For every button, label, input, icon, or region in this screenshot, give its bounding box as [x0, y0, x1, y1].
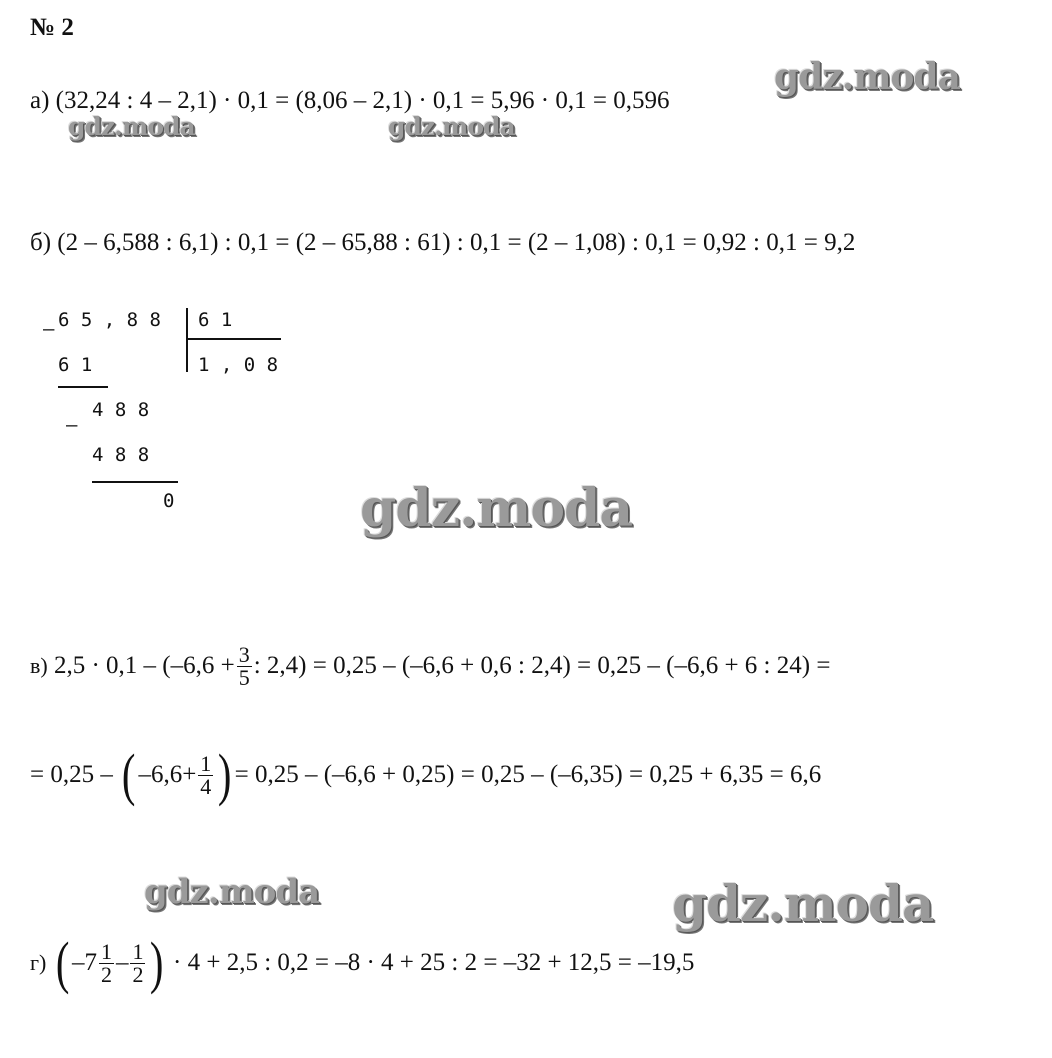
- left-paren: (: [55, 930, 70, 995]
- watermark-logo: gdz.moda: [774, 56, 960, 98]
- division-divisor: 6 1: [198, 309, 233, 331]
- part-v-line2-post: = 0,25 – (–6,6 + 0,25) = 0,25 – (–6,35) = 0,25 + 6,35 = 6,6: [234, 761, 822, 788]
- part-v-line1-post: : 2,4) = 0,25 – (–6,6 + 0,6 : 2,4) = 0,25 – (–6,6 + 6 : 24) =: [253, 652, 831, 679]
- part-v-line2-pre: = 0,25 –: [30, 761, 113, 788]
- part-a-expression: (32,24 : 4 – 2,1) · 0,1 = (8,06 – 2,1) · 0,1 = 5,96 · 0,1 = 0,596: [55, 87, 670, 114]
- division-line-2: [92, 481, 178, 483]
- division-remainder-1: 4 8 8: [92, 399, 150, 421]
- part-g-equation: [30, 930, 694, 996]
- fraction-three-fifths: $\frac{3}{5}$: [238, 641, 250, 690]
- division-result: 0: [163, 490, 175, 512]
- part-b-expression: (2 – 6,588 : 6,1) : 0,1 = (2 – 65,88 : 61) : 0,1 = (2 – 1,08) : 0,1 = 0,92 : 0,1 = 9,2: [57, 229, 856, 256]
- division-subtrahend-1: 6 1: [58, 354, 93, 376]
- fraction-one-quarter: $\frac{1}{4}$: [200, 750, 212, 799]
- division-subtrahend-2: 4 8 8: [92, 444, 150, 466]
- right-paren: ): [218, 742, 232, 807]
- fraction-one-half-a: $\frac{1}{2}$: [100, 938, 112, 987]
- part-a-label: а): [30, 87, 50, 114]
- watermark-logo: gdz.moda: [360, 478, 633, 539]
- right-paren: ): [150, 930, 164, 995]
- part-v-line1-pre: 2,5 · 0,1 – (–6,6 +: [53, 652, 235, 679]
- part-g-whole: –7: [71, 949, 97, 976]
- fraction-one-half-b: $\frac{1}{2}$: [132, 938, 144, 987]
- watermark-logo: gdz.moda: [672, 874, 934, 933]
- part-v-label: в): [30, 653, 48, 678]
- part-g-minus: –: [115, 949, 129, 976]
- part-g-label: г): [30, 950, 47, 975]
- problem-number: № 2: [30, 14, 74, 41]
- division-quotient: 1 , 0 8: [198, 354, 279, 376]
- watermark-logo: gdz.moda: [68, 112, 195, 141]
- division-minus-2: –: [66, 414, 78, 436]
- division-line-1: [58, 386, 108, 388]
- part-b-label: б): [30, 229, 52, 256]
- part-v-line2-inner: –6,6+: [138, 761, 197, 788]
- division-divisor-line: [186, 338, 281, 340]
- part-v-line-1: [30, 636, 830, 696]
- division-dividend: 6 5 , 8 8: [58, 309, 161, 331]
- left-paren: (: [122, 742, 136, 807]
- part-v-line-2: [30, 742, 821, 808]
- part-g-post: · 4 + 2,5 : 0,2 = –8 · 4 + 25 : 2 = –32 + 12,5 = –19,5: [173, 949, 695, 976]
- watermark-logo: gdz.moda: [388, 112, 515, 141]
- division-vertical-bar: [186, 308, 188, 372]
- watermark-logo: gdz.moda: [144, 872, 320, 912]
- division-minus-1: –: [43, 318, 55, 340]
- part-b-equation: [30, 228, 855, 258]
